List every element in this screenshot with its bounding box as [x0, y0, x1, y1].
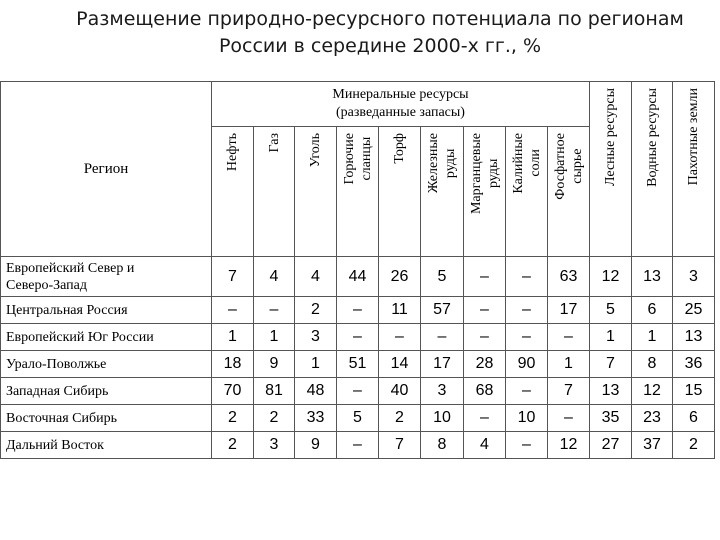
table-cell: 5: [337, 405, 379, 432]
table-cell: 6: [632, 297, 673, 324]
table-cell: 36: [673, 351, 715, 378]
table-cell: 23: [632, 405, 673, 432]
table-cell: 3: [295, 324, 337, 351]
title-line-1: Размещение природно-ресурсного потенциала по регионам: [76, 8, 684, 30]
table-cell: 13: [632, 257, 673, 297]
header-forest-label: Лесные ресурсы: [603, 88, 618, 186]
table-cell: 25: [673, 297, 715, 324]
row-region-name: Центральная Россия: [1, 297, 212, 324]
table-cell: 3: [254, 432, 295, 459]
header-arable: [673, 82, 715, 257]
header-iron-ore-label: Железные руды: [426, 133, 458, 194]
table-cell: 12: [548, 432, 590, 459]
header-region: Регион: [1, 82, 212, 257]
table-cell: 3: [421, 378, 464, 405]
table-cell: –: [212, 297, 254, 324]
table-cell: –: [254, 297, 295, 324]
table-cell: 1: [295, 351, 337, 378]
table-cell: –: [464, 257, 506, 297]
table-cell: 11: [379, 297, 421, 324]
table-cell: 4: [295, 257, 337, 297]
row-region-name: Европейский Север и Северо-Запад: [1, 257, 212, 297]
header-arable-label: Пахотные земли: [686, 88, 701, 186]
table-cell: –: [421, 324, 464, 351]
table-cell: 5: [421, 257, 464, 297]
table-cell: 40: [379, 378, 421, 405]
table-cell: 48: [295, 378, 337, 405]
table-cell: 70: [212, 378, 254, 405]
table-cell: 13: [590, 378, 632, 405]
table-cell: 2: [254, 405, 295, 432]
table-cell: 8: [632, 351, 673, 378]
table-cell: 18: [212, 351, 254, 378]
table-cell: –: [506, 297, 548, 324]
table-cell: 12: [590, 257, 632, 297]
table-cell: 7: [379, 432, 421, 459]
table-cell: 6: [673, 405, 715, 432]
header-coal: [295, 127, 337, 257]
title-line-2: России в середине 2000-х гг., %: [218, 35, 542, 57]
table-cell: 27: [590, 432, 632, 459]
resource-table: [0, 81, 715, 459]
table-cell: 68: [464, 378, 506, 405]
table-cell: –: [506, 257, 548, 297]
table-cell: 26: [379, 257, 421, 297]
table-row: [1, 351, 715, 378]
table-cell: –: [337, 432, 379, 459]
table-cell: 1: [212, 324, 254, 351]
table-cell: 63: [548, 257, 590, 297]
table-row: [1, 378, 715, 405]
header-peat: [379, 127, 421, 257]
table-cell: –: [548, 405, 590, 432]
table-cell: 2: [295, 297, 337, 324]
table-cell: –: [464, 405, 506, 432]
table-cell: 14: [379, 351, 421, 378]
table-cell: 1: [632, 324, 673, 351]
table-cell: –: [337, 378, 379, 405]
table-cell: –: [506, 378, 548, 405]
row-region-name: Урало-Поволжье: [1, 351, 212, 378]
table-row: [1, 432, 715, 459]
row-region-name: Дальний Восток: [1, 432, 212, 459]
table-cell: 1: [254, 324, 295, 351]
table-row: [1, 297, 715, 324]
table-cell: –: [464, 297, 506, 324]
table-cell: 17: [421, 351, 464, 378]
header-water-label: Водные ресурсы: [644, 88, 660, 187]
table-cell: 12: [632, 378, 673, 405]
table-cell: –: [506, 324, 548, 351]
table-cell: 8: [421, 432, 464, 459]
table-cell: 7: [212, 257, 254, 297]
table-cell: 7: [548, 378, 590, 405]
table-cell: 44: [337, 257, 379, 297]
header-forest: [590, 82, 632, 257]
table-cell: 28: [464, 351, 506, 378]
table-cell: 7: [590, 351, 632, 378]
header-manganese-ore: [464, 127, 506, 257]
table-cell: –: [337, 297, 379, 324]
table-cell: 2: [673, 432, 715, 459]
table-cell: 4: [254, 257, 295, 297]
header-manganese-ore-label: Марганцевые руды: [468, 133, 501, 215]
header-oil: [212, 127, 254, 257]
header-phosphate: [548, 127, 590, 257]
header-iron-ore: [421, 127, 464, 257]
table-cell: 2: [212, 432, 254, 459]
table-cell: 57: [421, 297, 464, 324]
header-phosphate-label: Фосфатное сырье: [552, 133, 585, 200]
table-cell: 2: [379, 405, 421, 432]
row-region-name: Европейский Юг России: [1, 324, 212, 351]
header-mineral-resources: Минеральные ресурсы (разведанные запасы): [212, 82, 590, 127]
table-cell: –: [464, 324, 506, 351]
header-coal-label: Уголь: [308, 133, 323, 168]
table-row: [1, 257, 715, 297]
table-cell: 4: [464, 432, 506, 459]
header-peat-label: Торф: [392, 133, 407, 164]
table-cell: 9: [295, 432, 337, 459]
table-cell: –: [337, 324, 379, 351]
table-cell: 2: [212, 405, 254, 432]
table-cell: 17: [548, 297, 590, 324]
table-cell: 13: [673, 324, 715, 351]
header-oil-label: Нефть: [225, 133, 240, 172]
table-cell: –: [548, 324, 590, 351]
header-potash-label: Калийные соли: [510, 133, 543, 194]
table-cell: 33: [295, 405, 337, 432]
table-cell: 3: [673, 257, 715, 297]
table-cell: 37: [632, 432, 673, 459]
table-cell: 5: [590, 297, 632, 324]
header-water: [632, 82, 673, 257]
row-region-name: Восточная Сибирь: [1, 405, 212, 432]
header-gas: [254, 127, 295, 257]
table-row: [1, 405, 715, 432]
table-cell: 10: [421, 405, 464, 432]
table-body: [1, 257, 715, 459]
table-cell: 15: [673, 378, 715, 405]
table-cell: 1: [548, 351, 590, 378]
table-cell: –: [379, 324, 421, 351]
table-cell: 51: [337, 351, 379, 378]
header-potash: [506, 127, 548, 257]
table-cell: 9: [254, 351, 295, 378]
table-cell: 10: [506, 405, 548, 432]
table-row: [1, 324, 715, 351]
table-cell: –: [506, 432, 548, 459]
header-oil-shale: [337, 127, 379, 257]
table-cell: 81: [254, 378, 295, 405]
header-oil-shale-label: Горючие сланцы: [341, 133, 374, 185]
slide-title: [40, 6, 720, 60]
header-gas-label: Газ: [266, 133, 282, 153]
table-cell: 35: [590, 405, 632, 432]
table-cell: 90: [506, 351, 548, 378]
table-cell: 1: [590, 324, 632, 351]
row-region-name: Западная Сибирь: [1, 378, 212, 405]
